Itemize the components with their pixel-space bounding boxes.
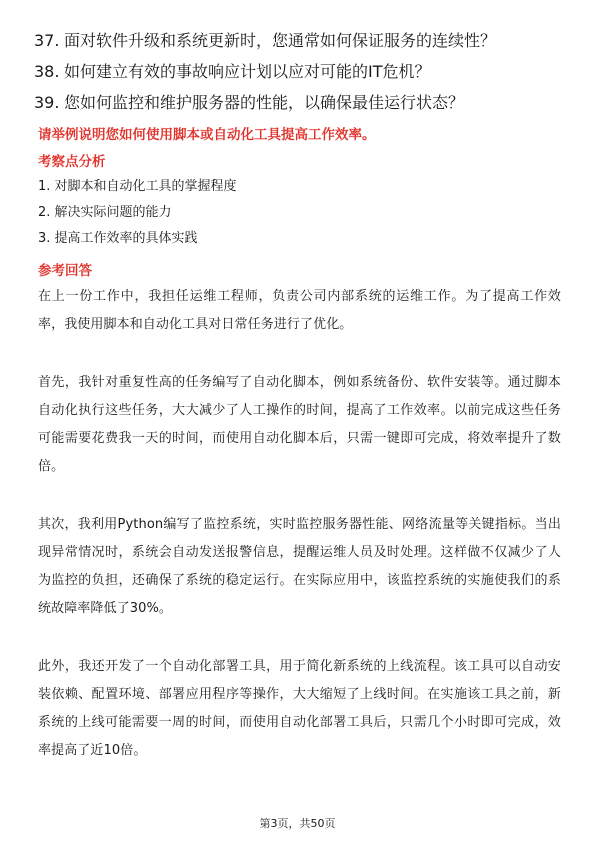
answer-paragraph: 在上一份工作中，我担任运维工程师，负责公司内部系统的运维工作。为了提高工作效率，我使用脚本和自动化工具对日常任务进行了优化。 [38, 289, 561, 332]
question-number: 39. [34, 93, 60, 112]
question-text: 如何建立有效的事故响应计划以应对可能的IT危机？ [64, 62, 431, 81]
analysis-heading: 考察点分析 [38, 154, 106, 170]
question-number: 38. [34, 62, 60, 81]
analysis-point: 3. 提高工作效率的具体实践 [38, 231, 198, 246]
question-item [34, 25, 574, 56]
question-list [34, 25, 574, 118]
question-number: 37. [34, 31, 60, 50]
answer-paragraph: 此外，我还开发了一个自动化部署工具，用于简化新系统的上线流程。该工具可以自动安装依赖、配置环境、部署应用程序等操作，大大缩短了上线时间。在实施该工具之前，新系统的上线可能需要一周的时间，而使用自动化部署工具后，只需几个小时即可完成，效率提高了近10倍。 [38, 659, 561, 758]
page-number: 第3页，共50页 [259, 817, 336, 830]
answer-paragraph: 首先，我针对重复性高的任务编写了自动化脚本，例如系统备份、软件安装等。通过脚本自动化执行这些任务，大大减少了人工操作的时间，提高了工作效率。以前完成这些任务可能需要花费我一天的时间，而使用自动化脚本后，只需一键即可完成，将效率提升了数倍。 [38, 375, 561, 474]
question-text: 您如何监控和维护服务器的性能，以确保最佳运行状态？ [64, 93, 465, 112]
question-item [34, 87, 574, 118]
answer-section [38, 126, 561, 765]
question-item [34, 56, 574, 87]
answer-heading: 参考回答 [38, 263, 92, 279]
analysis-points [38, 174, 561, 252]
question-text: 面对软件升级和系统更新时，您通常如何保证服务的连续性？ [64, 31, 497, 50]
analysis-point: 2. 解决实际问题的能力 [38, 205, 172, 220]
main-question: 请举例说明您如何使用脚本或自动化工具提高工作效率。 [38, 127, 376, 143]
analysis-point: 1. 对脚本和自动化工具的掌握程度 [38, 179, 237, 194]
answer-paragraph: 其次，我利用Python编写了监控系统，实时监控服务器性能、网络流量等关键指标。当出现异常情况时，系统会自动发送报警信息，提醒运维人员及时处理。这样做不仅减少了人为监控的负担，还确保了系统的稳定运行。在实际应用中，该监控系统的实施使我们的系统故障率降低了30%。 [38, 517, 561, 616]
